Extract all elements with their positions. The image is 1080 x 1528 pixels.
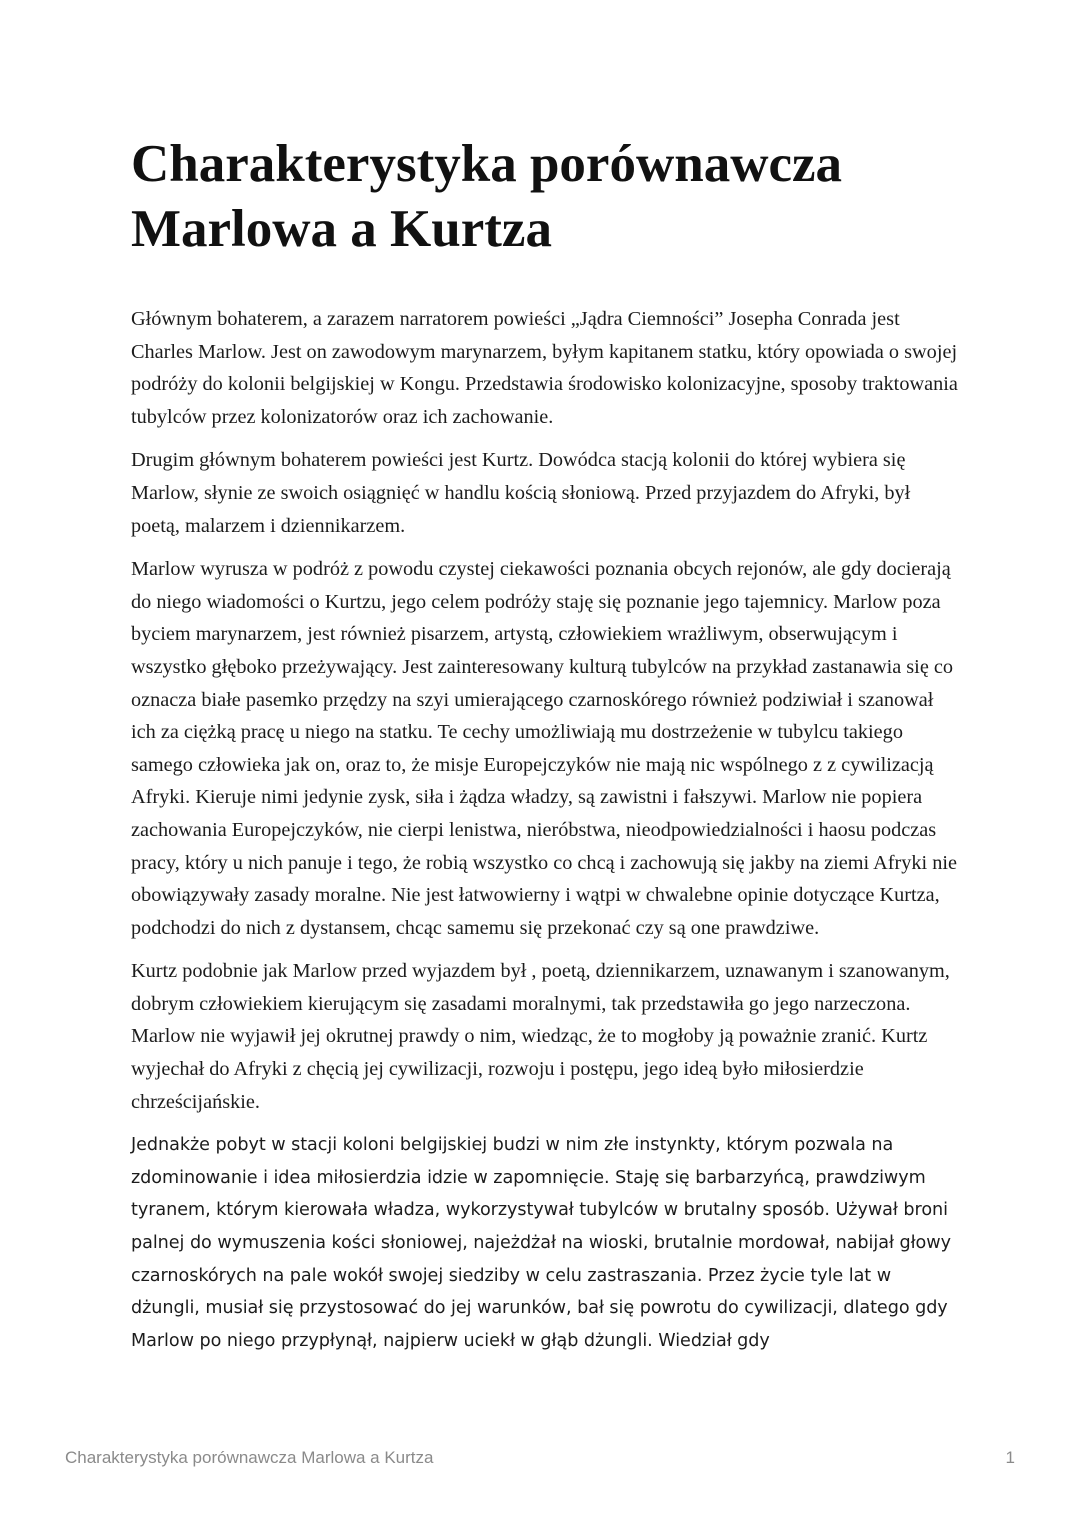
paragraph-1: Głównym bohaterem, a zarazem narratorem powieści „Jądra Ciemności” Josepha Conrada jest Charles Marlow. Jest on zawodowym marynarzem, byłym kapitanem statku, który opowiada o swojej podróży do kolonii belgijskiej w Kongu. Przedstawia środowisko kolonizacyjne, sposoby traktowania tubylców przez kolonizatorów oraz ich zachowanie. [131, 308, 958, 428]
document-title: Charakterystyka porównawcza Marlowa a Kurtza [131, 135, 843, 258]
document-body [131, 303, 961, 1368]
paragraph-3: Marlow wyrusza w podróż z powodu czystej ciekawości poznania obcych rejonów, ale gdy docierają do niego wiadomości o Kurtzu, jego celem podróży staję się poznanie jego tajemnicy. Marlow poza byciem marynarzem, jest również pisarzem, artystą, człowiekiem wrażliwym, obserwującym i wszystko głęboko przeżywający. Jest zainteresowany kulturą tubylców na przykład zastanawia się co oznacza białe pasemko przędzy na szyi umierającego czarnoskórego również podziwiał i szanował ich za ciężką pracę u niego na statku. Te cechy umożliwiają mu dostrzeżenie w tubylcu takiego samego człowieka jak on, oraz to, że misje Europejczyków nie mają nic wspólnego z z cywilizacją Afryki. Kieruje nimi jedynie zysk, siła i żądza władzy, są zawistni i fałszywi. Marlow nie popiera zachowania Europejczyków, nie cierpi lenistwa, nieróbstwa, nieodpowiedzialności i haosu podczas pracy, który u nich panuje i tego, że robią wszystko co chcą i zachowują się jakby na ziemi Afryki nie obowiązywały zasady moralne. Nie jest łatwowierny i wątpi w chwalebne opinie dotyczące Kurtza, podchodzi do nich z dystansem, chcąc samemu się przekonać czy są one prawdziwe. [131, 558, 957, 939]
paragraph-4: Kurtz podobnie jak Marlow przed wyjazdem był , poetą, dziennikarzem, uznawanym i szanowanym, dobrym człowiekiem kierującym się zasadami moralnymi, tak przedstawiła go jego narzeczona. Marlow nie wyjawił jej okrutnej prawdy o nim, wiedząc, że to mogłoby ją poważnie zranić. Kurtz wyjechał do Afryki z chęcią jej cywilizacji, rozwoju i postępu, jego ideą było miłosierdzie chrześcijańskie. [131, 960, 950, 1113]
footer-title: Charakterystyka porównawcza Marlowa a Kurtza [65, 1448, 434, 1467]
paragraph-2: Drugim głównym bohaterem powieści jest Kurtz. Dowódca stacją kolonii do której wybiera się Marlow, słynie ze swoich osiągnięć w handlu kością słoniową. Przed przyjazdem do Afryki, był poetą, malarzem i dziennikarzem. [131, 449, 911, 537]
page-number: 1 [1005, 1448, 1015, 1467]
paragraph-5: Jednakże pobyt w stacji koloni belgijskiej budzi w nim złe instynkty, którym pozwala na zdominowanie i idea miłosierdzia idzie w zapomnięcie. Staję się barbarzyńcą, prawdziwym tyranem, którym kierowała władza, wykorzystywał tubylców w brutalny sposób. Używał broni palnej do wymuszenia kości słoniowej, najeżdżał na wioski, brutalnie mordował, nabijał głowy czarnoskórych na pale wokół swojej siedziby w celu zastraszania. Przez życie tyle lat w dżungli, musiał się przystosować do jej warunków, bał się powrotu do cywilizacji, dlatego gdy Marlow po niego przypłynął, najpierw uciekł w głąb dżungli. Wiedział gdy [131, 1135, 951, 1351]
page-footer [65, 1448, 1015, 1472]
